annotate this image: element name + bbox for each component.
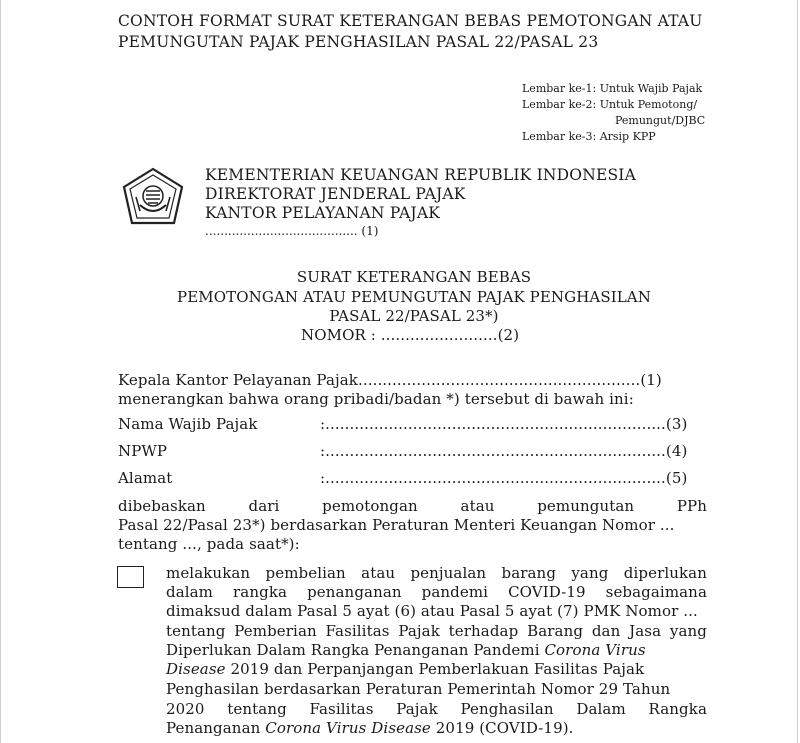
condition-line-6-italic: Disease — [166, 660, 226, 678]
condition-line-4: tentang Pemberian Fasilitas Pajak terhadap Barang dan Jasa yang — [166, 622, 707, 640]
intro-line-1: Kepala Kantor Pelayanan Pajak..........................................................(1) — [118, 371, 662, 389]
sheet-2-note: Lembar ke-2: Untuk Pemotong/ — [522, 98, 698, 111]
address-field: :......................................................................(5) — [320, 469, 688, 487]
intro-line-2: menerangkan bahwa orang pribadi/badan *) tersebut di bawah ini: — [118, 390, 634, 408]
taxpayer-name-field: :......................................................................(3) — [320, 415, 688, 433]
sheet-1-note: Lembar ke-1: Untuk Wajib Pajak — [522, 82, 703, 95]
condition-line-7: Penghasilan berdasarkan Peraturan Pemerintah Nomor 29 Tahun — [166, 680, 671, 698]
header-line-2: PEMUNGUTAN PAJAK PENGHASILAN PASAL 22/PASAL 23 — [118, 33, 599, 51]
condition-line-9 — [166, 719, 574, 737]
agency-office-blank: ........................................ (1) — [205, 224, 379, 238]
address-label: Alamat — [118, 469, 173, 487]
taxpayer-name-label: Nama Wajib Pajak — [118, 415, 258, 433]
condition-line-5-italic: Corona Virus — [544, 641, 646, 659]
header-line-1: CONTOH FORMAT SURAT KETERANGAN BEBAS PEMOTONGAN ATAU — [118, 12, 703, 30]
document-number: NOMOR : ........................(2) — [301, 326, 520, 344]
condition-line-9-text-b: 2019 (COVID-19). — [430, 719, 574, 737]
sheet-2-note-cont: Pemungut/DJBC — [615, 114, 706, 127]
condition-line-6-text: 2019 dan Perpanjangan Pemberlakuan Fasilitas Pajak — [225, 660, 645, 678]
condition-line-2: dalam rangka penanganan pandemi COVID-19 sebagaimana — [166, 583, 707, 601]
ministry-of-finance-emblem — [122, 167, 184, 227]
title-line-2: PEMOTONGAN ATAU PEMUNGUTAN PAJAK PENGHASILAN — [177, 288, 651, 306]
npwp-field: :......................................................................(4) — [320, 442, 688, 460]
agency-ministry: KEMENTERIAN KEUANGAN REPUBLIK INDONESIA — [205, 166, 637, 184]
agency-office: KANTOR PELAYANAN PAJAK — [205, 204, 441, 222]
title-line-3: PASAL 22/PASAL 23*) — [329, 307, 499, 325]
condition-line-9-italic: Corona Virus Disease — [265, 719, 431, 737]
condition-line-5 — [166, 641, 646, 659]
condition-line-6 — [166, 660, 644, 678]
exemption-line-2: Pasal 22/Pasal 23*) berdasarkan Peraturan Menteri Keuangan Nomor ... — [118, 516, 675, 534]
condition-line-9-text-a: Penanganan — [166, 719, 266, 737]
condition-line-1: melakukan pembelian atau penjualan barang yang diperlukan — [166, 564, 707, 582]
title-line-1: SURAT KETERANGAN BEBAS — [296, 268, 532, 286]
condition-line-8: 2020 tentang Fasilitas Pajak Penghasilan Dalam Rangka — [166, 700, 707, 718]
condition-checkbox[interactable] — [117, 566, 144, 588]
agency-directorate: DIREKTORAT JENDERAL PAJAK — [205, 185, 466, 203]
sheet-3-note: Lembar ke-3: Arsip KPP — [522, 130, 656, 143]
condition-line-5-text: Diperlukan Dalam Rangka Penanganan Pandemi — [166, 641, 545, 659]
exemption-line-1: dibebaskan dari pemotongan atau pemungutan PPh — [118, 497, 707, 515]
exemption-line-3: tentang ..., pada saat*): — [118, 535, 300, 553]
condition-line-3: dimaksud dalam Pasal 5 ayat (6) atau Pasal 5 ayat (7) PMK Nomor ... — [166, 602, 698, 620]
npwp-label: NPWP — [118, 442, 168, 460]
